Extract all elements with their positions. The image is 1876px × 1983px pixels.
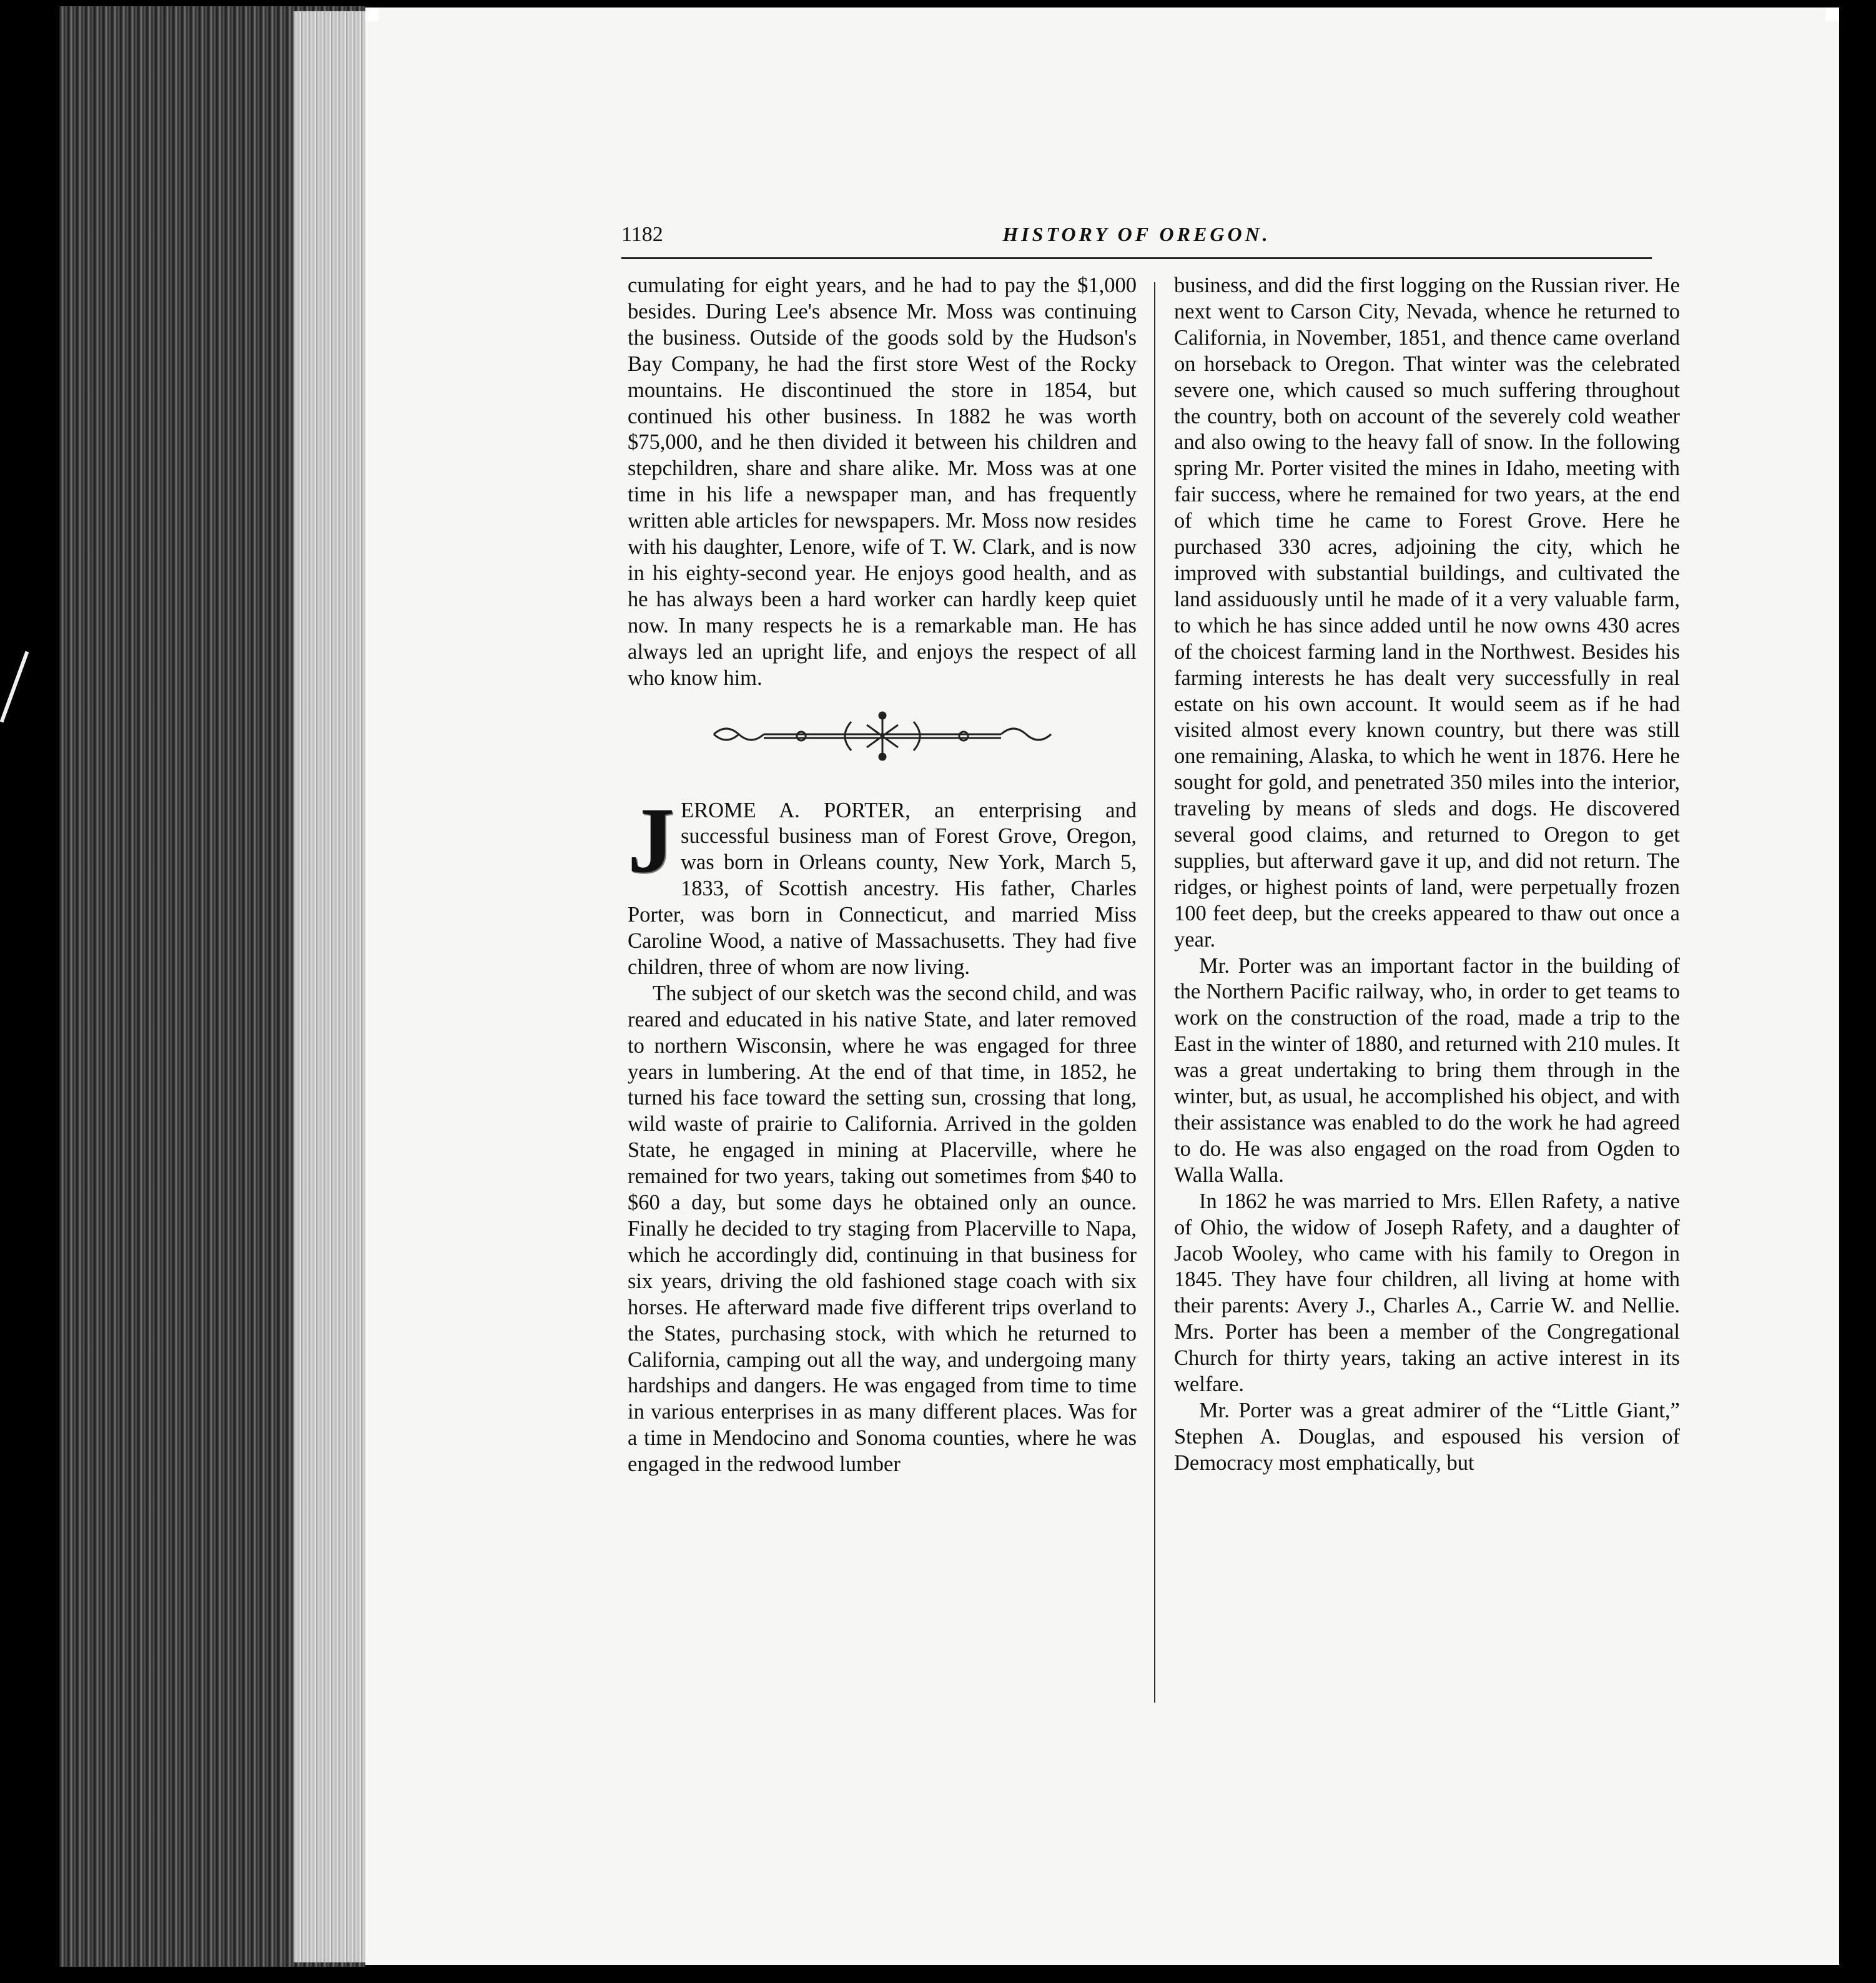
paragraph: Mr. Porter was an important factor in the building of the Northern Pacific railway, who, in order to get teams to work on the construction of the road, made a trip to the East in the winter of 1880, and returned with 210 mules. It was a great undertaking to bring them through in the winter, but, as usual, he accomplished his object, and with their assistance was enabled to do the work he had agreed to do. He was also engaged on the road from Ogden to Walla Walla.	[1174, 953, 1680, 1187]
paragraph: The subject of our sketch was the second child, and was reared and educated in his native State, and later removed to northern Wisconsin, where he was engaged for three years in lumbering. At the end of that time, in 1852, he turned his face toward the setting sun, crossing that long, wild waste of prairie to California. Arrived in the golden State, he engaged in mining at Placerville, where he remained for two years, taking out sometimes from $40 to $60 a day, but some days he obtained only an ounce. Finally he decided to try staging from Placerville to Napa, which he accordingly did, continuing in that business for six years, driving the old fashioned stage coach with six horses. He afterward made five different trips overland to the States, purchasing stock, with which he returned to California, camping out all the way, and undergoing many hardships and dangers. He was engaged from time to time in various enterprises in as many different places. Was for a time in Mendocino and Sonoma counties, where he was engaged in the redwood lumber	[628, 981, 1137, 1477]
running-title: HISTORY OF OREGON.	[1002, 223, 1271, 245]
left-column	[628, 273, 1137, 1478]
scan-corner-mark	[1825, 7, 1839, 21]
book-page-edges-inner	[294, 11, 368, 1962]
running-head	[621, 223, 1652, 259]
stray-mark	[0, 651, 29, 723]
paragraph	[628, 788, 1137, 981]
ornamental-divider	[628, 697, 1137, 790]
page-number: 1182	[621, 223, 663, 246]
book-page	[365, 7, 1839, 1965]
paragraph: Mr. Porter was a great admirer of the “Little Giant,” Stephen A. Douglas, and espoused his version of Democracy most emphatically, but	[1174, 1398, 1680, 1475]
paragraph: cumulating for eight years, and he had to pay the $1,000 besides. During Lee's absence Mr. Moss was continuing the business. Outside of the goods sold by the Hudson's Bay Company, he had the first store West of the Rocky mountains. He discontinued the store in 1854, but continued his other business. In 1882 he was worth $75,000, and he then divided it between his children and stepchildren, share and share alike. Mr. Moss was at one time in his life a newspaper man, and has frequently written able articles for newspapers. Mr. Moss now resides with his daughter, Lenore, wife of T. W. Clark, and is now in his eighty-second year. He enjoys good health, and as he has always been a hard worker can hardly keep quiet now. In many respects he is a remarkable man. He has always led an upright life, and enjoys the respect of all who know him.	[628, 273, 1137, 690]
paragraph: business, and did the first logging on the Russian river. He next went to Carson City, Nevada, whence he returned to California, in November, 1851, and thence came overland on horseback to Oregon. That winter was the celebrated severe one, which caused so much suffering throughout the country, both on account of the severely cold weather and also owing to the heavy fall of snow. In the following spring Mr. Porter visited the mines in Idaho, meeting with fair success, where he remained for two years, at the end of which time he came to Forest Grove. Here he purchased 330 acres, adjoining the city, which he improved with substantial buildings, and cultivated the land assiduously until he made of it a very valuable farm, to which he has since added until he now owns 430 acres of the choicest farming land in the Northwest. Besides his farming interests he has dealt very successfully in real estate on his own account. It would seem as if he had visited almost every known country, but there was still one remaining, Alaska, to which he went in 1876. Here he sought for gold, and penetrated 350 miles into the interior, traveling by means of sleds and dogs. He discovered several good claims, and returned to Oregon to get supplies, but afterward gave it up, and did not return. The ridges, or highest points of land, were perpetually frozen 100 feet deep, but the creeks appeared to thaw out once a year.	[1174, 273, 1680, 952]
column-divider	[1154, 282, 1155, 1703]
drop-cap: J	[628, 788, 674, 892]
subject-name: EROME A. PORTER,	[681, 798, 911, 822]
scan-corner-mark	[365, 7, 379, 21]
paragraph-text: an enterprising and successful business man of Forest Grove, Oregon, was born in Orleans county, New York, March 5, 1833, of Scottish ancestry. His father, Charles Porter, was born in Connecticut, and married Miss Caroline Wood, a native of Massachusetts. They had five children, three of whom are now living.	[628, 798, 1137, 979]
paragraph: In 1862 he was married to Mrs. Ellen Rafety, a native of Ohio, the widow of Joseph Rafety, and a daughter of Jacob Wooley, who came with his family to Oregon in 1845. They have four children, all living at home with their parents: Avery J., Charles A., Carrie W. and Nellie. Mrs. Porter has been a member of the Congregational Church for thirty years, taking an active interest in its welfare.	[1174, 1189, 1680, 1397]
right-column	[1174, 273, 1680, 1477]
ornament-icon	[708, 697, 1057, 790]
